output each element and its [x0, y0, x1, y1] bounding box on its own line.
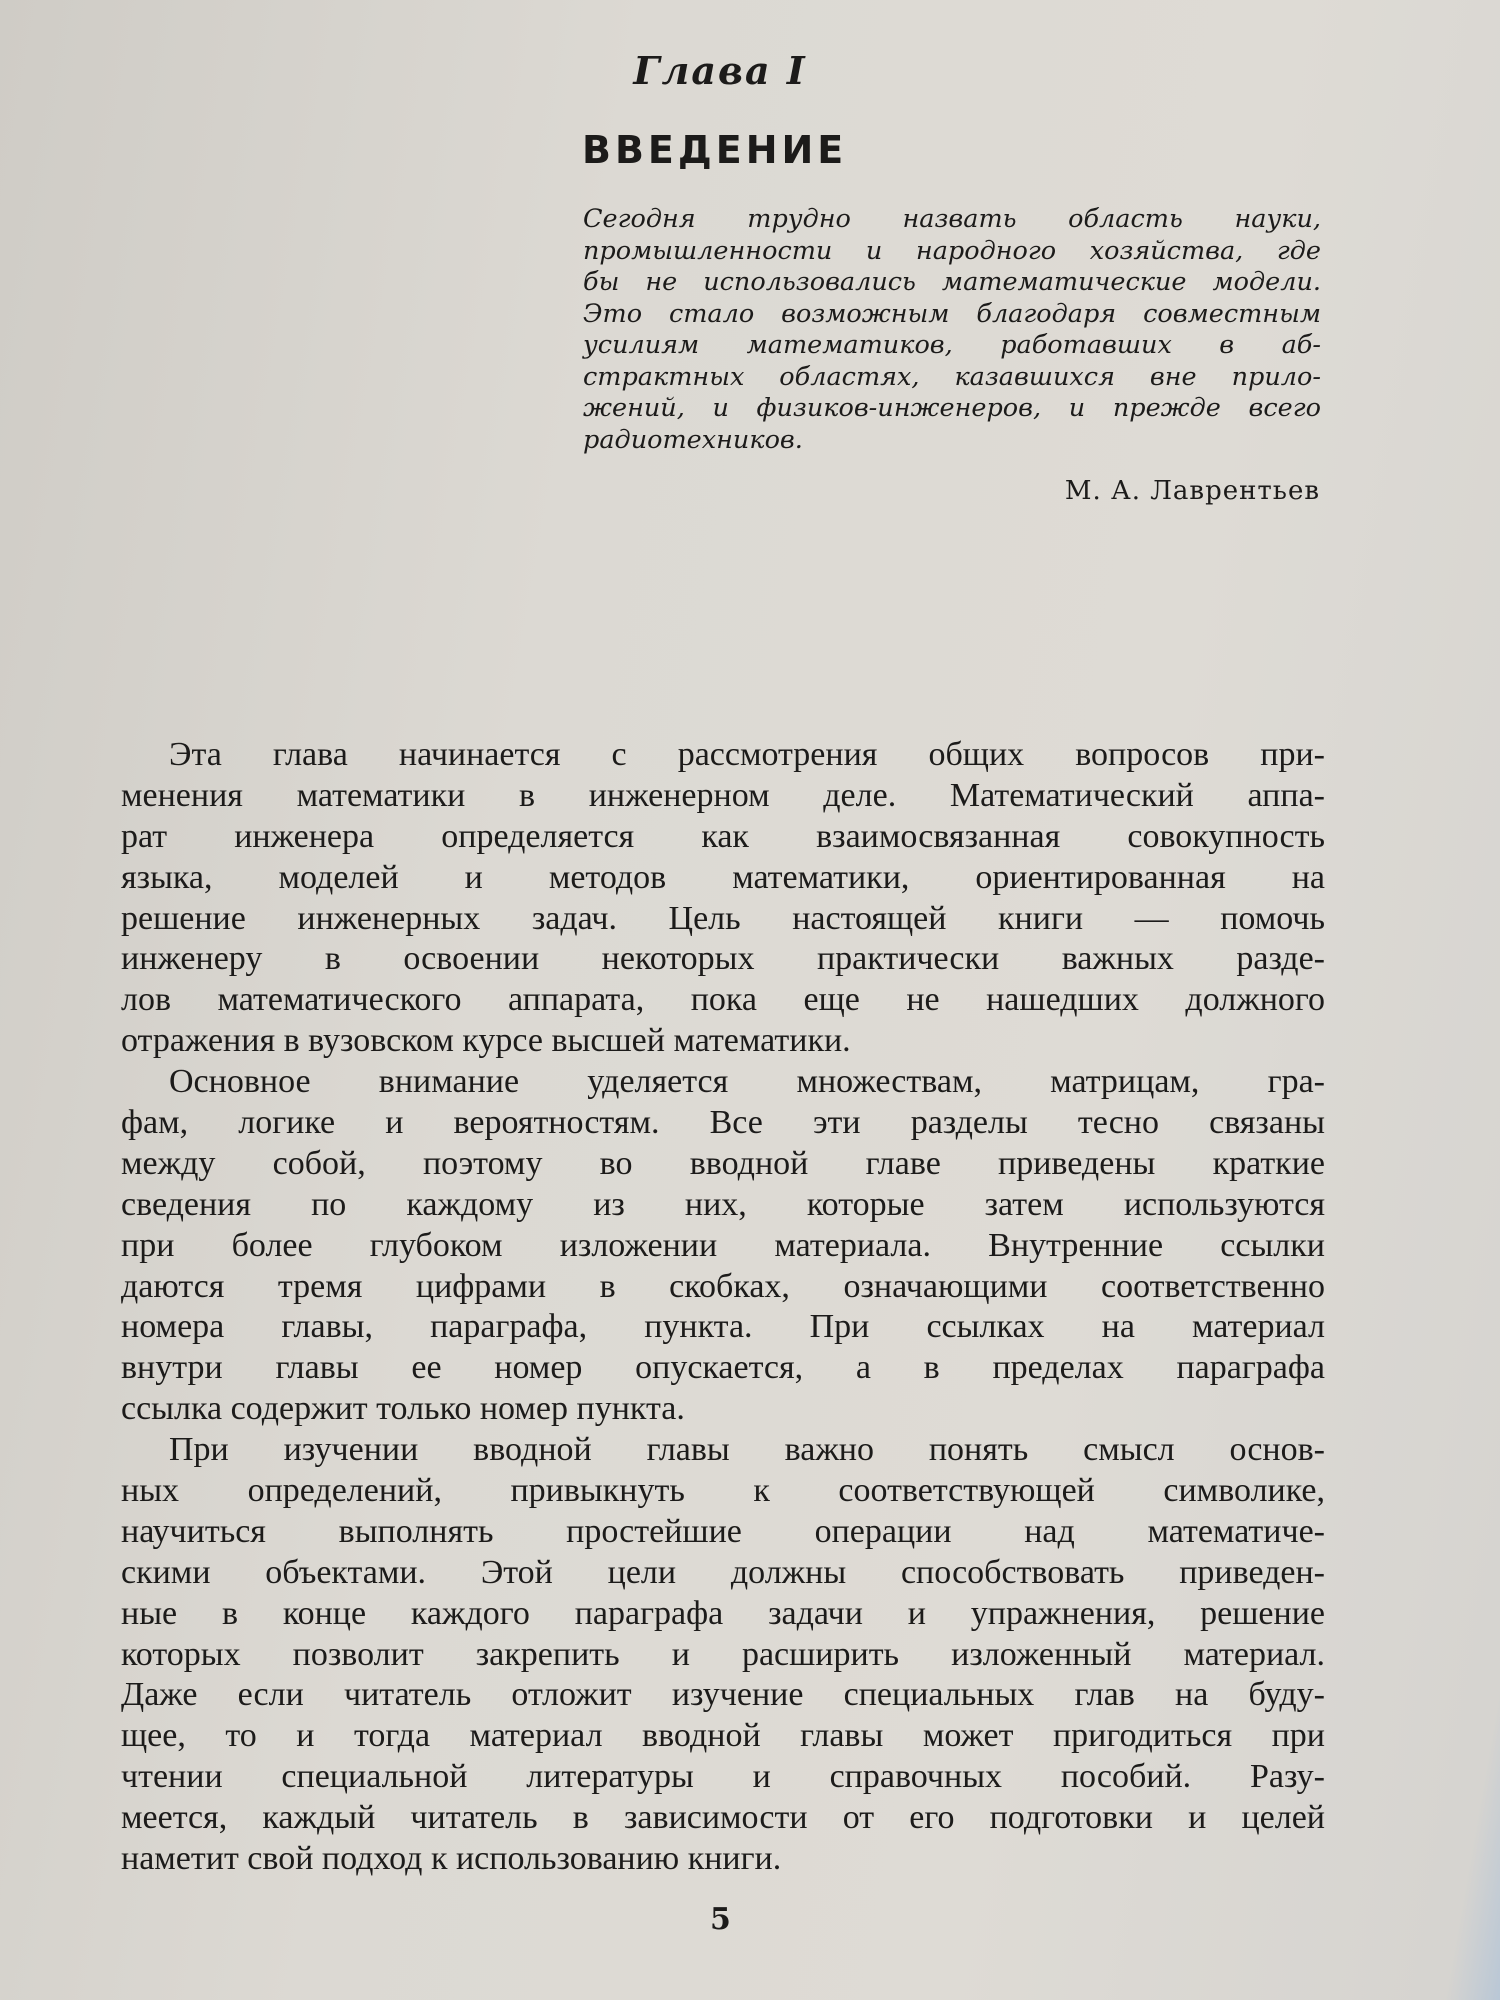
- text-line: ссылка содержит только номер пункта.: [121, 1390, 685, 1428]
- text-line: Эта глава начинается с рассмотрения общих вопросов при-: [169, 736, 1325, 773]
- epigraph-line: страктных областях, казавшихся вне прило-: [583, 361, 1321, 392]
- text-line: ные в конце каждого параграфа задачи и упражнения, решение: [121, 1594, 1325, 1632]
- text-line: лов математического аппарата, пока еще не нашедших должного: [121, 981, 1325, 1019]
- epigraph-line: Сегодня трудно назвать область науки,: [583, 204, 1321, 234]
- text-line: при более глубоком изложении материала. Внутренние ссылки: [121, 1226, 1325, 1264]
- text-line: фам, логике и вероятностям. Все эти разделы тесно связаны: [121, 1104, 1325, 1142]
- text-line: Основное внимание уделяется множествам, матрицам, гра-: [169, 1063, 1325, 1101]
- text-line: сведения по каждому из них, которые затем используются: [121, 1185, 1325, 1223]
- epigraph-line: бы не использовались математические модели.: [583, 267, 1321, 297]
- text-line: При изучении вводной главы важно понять смысл основ-: [169, 1431, 1325, 1469]
- text-line: меется, каждый читатель в зависимости от его подготовки и целей: [121, 1799, 1325, 1837]
- text-line: рат инженера определяется как взаимосвязанная совокупность: [121, 817, 1325, 855]
- epigraph-line: усилиям математиков, работавших в аб-: [583, 330, 1321, 360]
- text-line: которых позволит закрепить и расширить изложенный материал.: [121, 1635, 1325, 1673]
- text-line: наметит свой подход к использованию книги.: [121, 1840, 782, 1878]
- text-line: отражения в вузовском курсе высшей математики.: [121, 1022, 851, 1060]
- epigraph-line: промышленности и народного хозяйства, где: [583, 235, 1321, 266]
- paragraph: [121, 1062, 1325, 1430]
- epigraph-line: радиотехников.: [583, 424, 803, 455]
- text-line: скими объектами. Этой цели должны способствовать приведен-: [121, 1553, 1325, 1591]
- text-line: щее, то и тогда материал вводной главы может пригодиться при: [121, 1717, 1325, 1755]
- text-line: чтении специальной литературы и справочных пособий. Разу-: [121, 1758, 1325, 1796]
- chapter-heading: ВВЕДЕНИЕ: [582, 128, 848, 172]
- text-line: Даже если читатель отложит изучение специальных глав на буду-: [121, 1676, 1325, 1714]
- epigraph-line: жений, и физиков-инженеров, и прежде всего: [583, 393, 1321, 423]
- text-line: инженеру в освоении некоторых практически важных разде-: [121, 940, 1325, 978]
- text-line: ных определений, привыкнуть к соответствующей символике,: [121, 1472, 1325, 1510]
- text-line: даются тремя цифрами в скобках, означающими соответственно: [121, 1267, 1325, 1305]
- body-text: [121, 735, 1325, 1880]
- paragraph: [121, 735, 1325, 1062]
- text-line: решение инженерных задач. Цель настоящей книги — помочь: [121, 899, 1325, 937]
- paragraph: [121, 1430, 1325, 1880]
- epigraph: [583, 204, 1321, 456]
- text-line: внутри главы ее номер опускается, а в пределах параграфа: [121, 1349, 1325, 1387]
- text-line: номера главы, параграфа, пункта. При ссылках на материал: [121, 1308, 1325, 1346]
- page-number: 5: [710, 1902, 731, 1937]
- epigraph-author: М. А. Лаврентьев: [1064, 476, 1320, 506]
- epigraph-line: Это стало возможным благодаря совместным: [583, 298, 1321, 329]
- chapter-label: Глава I: [633, 48, 807, 93]
- text-line: менения математики в инженерном деле. Математический аппа-: [121, 776, 1325, 814]
- text-line: между собой, поэтому во вводной главе приведены краткие: [121, 1144, 1325, 1182]
- text-line: научиться выполнять простейшие операции над математиче-: [121, 1512, 1325, 1550]
- text-line: языка, моделей и методов математики, ориентированная на: [121, 858, 1325, 896]
